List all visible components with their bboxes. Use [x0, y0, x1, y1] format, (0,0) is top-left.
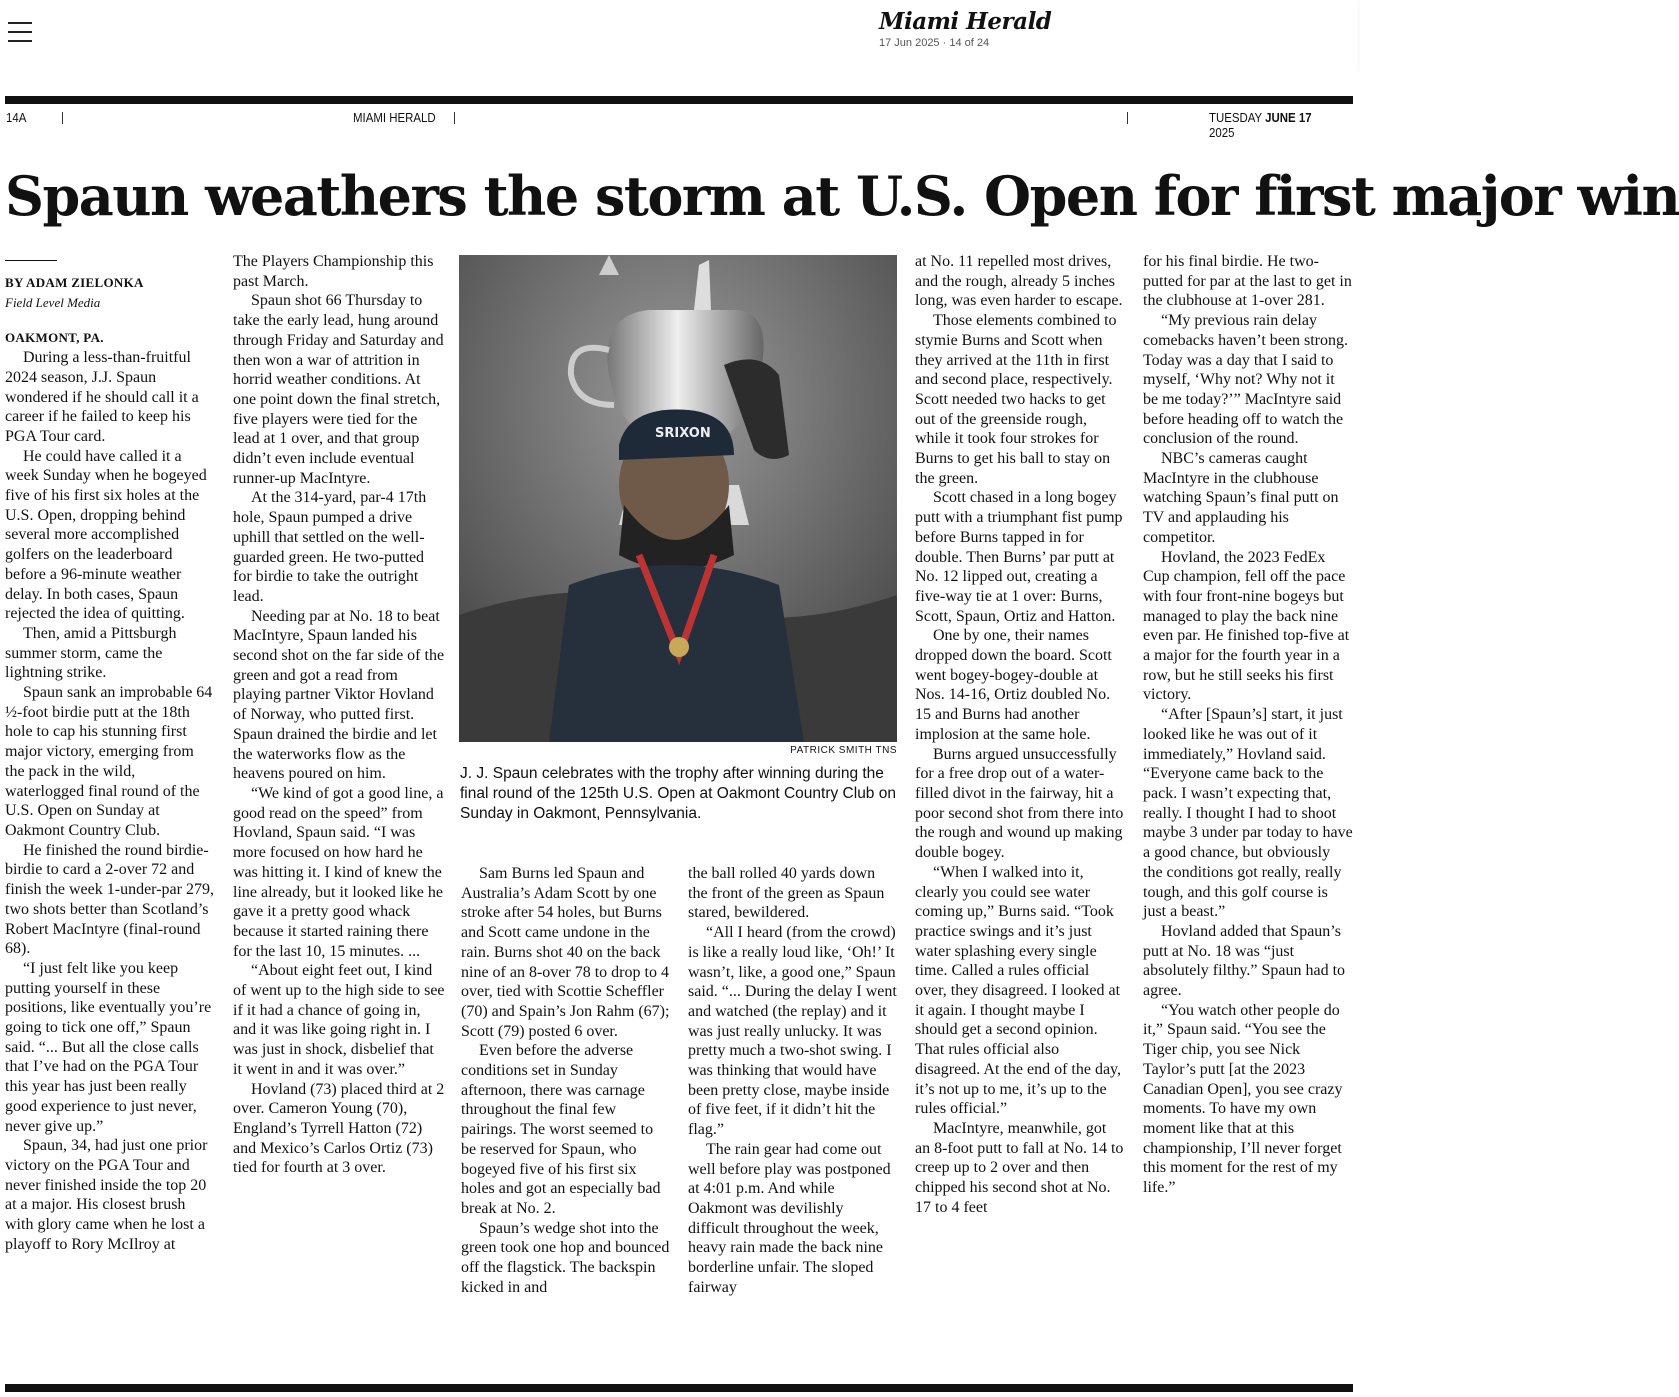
newspaper-page [0, 70, 1679, 1397]
paragraph: for his final birdie. He two-putted for par at the last to get in the clubhouse at 1-over 281. [1143, 253, 1352, 310]
reader-toolbar [0, 0, 1358, 71]
paragraph: Hovland added that Spaun’s putt at No. 18 was “just absolutely filthy.” Spaun had to agree. [1143, 922, 1346, 1000]
folio-divider [454, 112, 455, 124]
paragraph: Spaun shot 66 Thursday to take the early lead, hung around through Friday and Saturday and then won a war of attrition in horrid weather conditions. At one point down the final stretch, five players were tied for the lead at 1 over, and that group didn’t even include eventual runner-up MacIntyre. [233, 292, 444, 487]
article-column-4 [688, 864, 898, 1297]
issue-info: 17 Jun 2025 · 14 of 24 [879, 37, 990, 49]
paragraph: NBC’s cameras caught MacIntyre in the clubhouse watching Spaun’s final putt on TV and applauding his competitor. [1143, 450, 1339, 546]
paragraph: Burns argued unsuccessfully for a free drop out of a water-filled divot in the fairway, hit a poor second shot from there into the rough and wound up making double bogey. [915, 745, 1124, 862]
paragraph: “You watch other people do it,” Spaun said. “You see the Tiger chip, you see Nick Taylor’s putt [at the 2023 Canadian Open], you see crazy moments. To have my own moment like that at this championship, I’ll never forget this moment for the rest of my life.” [1143, 1001, 1343, 1197]
paragraph: Even before the adverse conditions set in Sunday afternoon, there was carnage throughout the final few pairings. The worst seemed to be reserved for Spaun, who bogeyed five of his first six holes and got an especially bad break at No. 2. [461, 1042, 661, 1217]
dateline: OAKMONT, PA. [5, 330, 104, 346]
top-rule [5, 96, 1353, 104]
folio-date-bold: JUNE 17 [1265, 110, 1312, 125]
paragraph: “I just felt like you keep putting yourself in these positions, like eventually you’re going to tick one off,” Spaun said. “... But all the close calls that I’ve had on the PGA Tour this year has just been really good experience to just never, never give up.” [5, 959, 212, 1135]
article-column-3 [461, 864, 671, 1297]
byline: BY ADAM ZIELONKA [5, 275, 144, 290]
article-column-5 [915, 252, 1125, 1217]
paragraph: Spaun’s wedge shot into the green took one hop and bounced off the flagstick. The backspin kicked in and [461, 1219, 670, 1296]
paragraph: The rain gear had come out well before play was postponed at 4:01 p.m. And while Oakmont was devilishly difficult throughout the week, heavy rain made the back nine borderline unfair. The sloped fairway [688, 1140, 891, 1296]
paragraph: Needing par at No. 18 to beat MacIntyre, Spaun landed his second shot on the far side of the green and got a read from playing partner Viktor Hovland of Norway, who putted first. Spaun drained the birdie and let the waterworks flow as the heavens poured on him. [233, 607, 445, 783]
folio-date [1209, 110, 1340, 140]
publication-masthead [879, 8, 1079, 49]
paragraph: He finished the round birdie-birdie to card a 2-over 72 and finish the week 1-under-par 279, two shots better than Scotland’s Robert MacIntyre (final-round 68). [5, 841, 214, 958]
menu-icon[interactable] [8, 22, 32, 42]
paragraph: “We kind of got a good line, a good read on the speed” from Hovland, Spaun said. “I was more focused on how hard he was hitting it. I kind of knew the line already, but it looked like he gave it a pretty good whack because it started raining there for the last 10, 15 minutes. ... [233, 784, 444, 960]
folio-year: 2025 [1209, 125, 1235, 140]
paragraph: Hovland, the 2023 FedEx Cup champion, fell off the pace with four front-nine bogeys but managed to play the back nine even par. He finished top-five at a major for the fourth year in a row, but he still seeks his first victory. [1143, 548, 1350, 704]
paragraph: He could have called it a week Sunday when he bogeyed five of his first six holes at the U.S. Open, dropping behind several more accomplished golfers on the leaderboard before a 96-minute weather delay. In both cases, Spaun rejected the idea of quitting. [5, 447, 207, 623]
paragraph: Hovland (73) placed third at 2 over. Cameron Young (70), England’s Tyrrell Hatton (72) and Mexico’s Carlos Ortiz (73) tied for fourth at 3 over. [233, 1080, 445, 1177]
paragraph: One by one, their names dropped down the board. Scott went bogey-bogey-double at Nos. 14-16, Ortiz doubled No. 15 and Burns had another implosion at the same hole. [915, 627, 1112, 743]
article-column-6 [1143, 252, 1353, 1198]
article-headline: Spaun weathers the storm at U.S. Open for first major win [5, 164, 1679, 228]
paragraph: The Players Championship this past March. [233, 253, 434, 290]
byline-affiliation: Field Level Media [5, 294, 101, 310]
folio-paper-name: MIAMI HERALD [353, 110, 436, 125]
paragraph: Scott chased in a long bogey putt with a triumphant fist pump before Burns tapped in for double. Then Burns’ par putt at No. 12 lipped out, creating a five-way tie at 1 over: Burns, Scott, Spaun, Ortiz and Hatton. [915, 489, 1123, 625]
paragraph: Those elements combined to stymie Burns and Scott when they arrived at the 11th in first and second place, respectively. Scott needed two hacks to get out of the greenside rough, while it took four strokes for Burns to get his ball to stay on the green. [915, 312, 1117, 487]
trophy-photo [459, 255, 897, 742]
byline-rule [5, 260, 57, 261]
paragraph: At the 314-yard, par-4 17th hole, Spaun pumped a drive uphill that settled on the well-guarded green. He two-putted for birdie to take the outright lead. [233, 489, 427, 605]
bottom-rule [5, 1384, 1353, 1392]
photo-caption: J. J. Spaun celebrates with the trophy after winning during the final round of the 125th U.S. Open at Oakmont Country Club on Sunday in Oakmont, Pennsylvania. [460, 765, 896, 822]
folio-divider [1127, 112, 1128, 124]
paragraph: “When I walked into it, clearly you could see water coming up,” Burns said. “Took practice swings and it’s just water splashing every single time. Called a rules official over, they disagreed. I looked at it again. I thought maybe I should get a second opinion. That rules official also disagreed. At the end of the day, it’s not up to me, it’s up to the rules official.” [915, 863, 1122, 1118]
article-column-1 [5, 255, 215, 1254]
page-number: 14A [6, 110, 27, 125]
folio-day: TUESDAY [1209, 110, 1262, 125]
svg-text:SRIXON: SRIXON [655, 426, 711, 441]
folio-divider [62, 112, 63, 124]
paragraph: the ball rolled 40 yards down the front of the green as Spaun stared, bewildered. [688, 865, 885, 922]
paragraph: Then, amid a Pittsburgh summer storm, came the lightning strike. [5, 624, 177, 682]
paragraph: “My previous rain delay comebacks haven’t been strong. Today was a day that I said to myself, ‘Why not? Why not it be me today?’” MacIntyre said before heading off to watch the conclusion of the round. [1143, 312, 1348, 448]
paragraph: During a less-than-fruitful 2024 season, J.J. Spaun wondered if he should call it a career if he failed to keep his PGA Tour card. [5, 349, 199, 445]
article-column-2 [233, 252, 445, 1178]
paragraph: “All I heard (from the crowd) is like a really loud like, ‘Oh!’ It wasn’t, like, a good one,” Spaun said. “... During the delay I went and watched (the replay) and it was just really unlucky. It was pretty much a two-shot swing. I was thinking that would have been pretty close, maybe inside of five feet, if it didn’t hit the flag.” [688, 924, 897, 1139]
paragraph: “After [Spaun’s] start, it just looked like he was out of it immediately,” Hovland said. “Everyone came back to the pack. I wasn’t expecting that, really. I thought I had to shoot maybe 3 under par today to have a good chance, but obviously the conditions got really, really tough, and this golf course is just a beast.” [1143, 706, 1353, 921]
paragraph: “About eight feet out, I kind of went up to the high side to see if it had a chance of going in, and it was like going right in. I was just in shock, disbelief that it went in and it was over.” [233, 962, 445, 1078]
paragraph: Spaun sank an improbable 64 ½-foot birdie putt at the 18th hole to cap his stunning first major victory, emerging from the pack in the wild, waterlogged final round of the U.S. Open on Sunday at Oakmont Country Club. [5, 684, 213, 839]
paragraph: Spaun, 34, had just one prior victory on the PGA Tour and never finished inside the top 20 at a major. His closest brush with glory came when he lost a playoff to Rory McIlroy at [5, 1137, 208, 1253]
miami-herald-logo: Miami Herald [879, 8, 1052, 35]
paragraph: Sam Burns led Spaun and Australia’s Adam Scott by one stroke after 54 holes, but Burns and Scott came undone in the rain. Burns shot 40 on the back nine of an 8-over 78 to drop to 4 over, tied with Scottie Scheffler (70) and Spain’s Jon Rahm (67); Scott (79) posted 6 over. [461, 865, 670, 1040]
paragraph: at No. 11 repelled most drives, and the rough, already 5 inches long, was even harder to escape. [915, 253, 1123, 310]
photo-credit: PATRICK SMITH TNS [790, 745, 897, 756]
paragraph: MacIntyre, meanwhile, got an 8-foot putt to fall at No. 14 to creep up to 2 over and then chipped his second shot at No. 17 to 4 feet [915, 1119, 1124, 1216]
